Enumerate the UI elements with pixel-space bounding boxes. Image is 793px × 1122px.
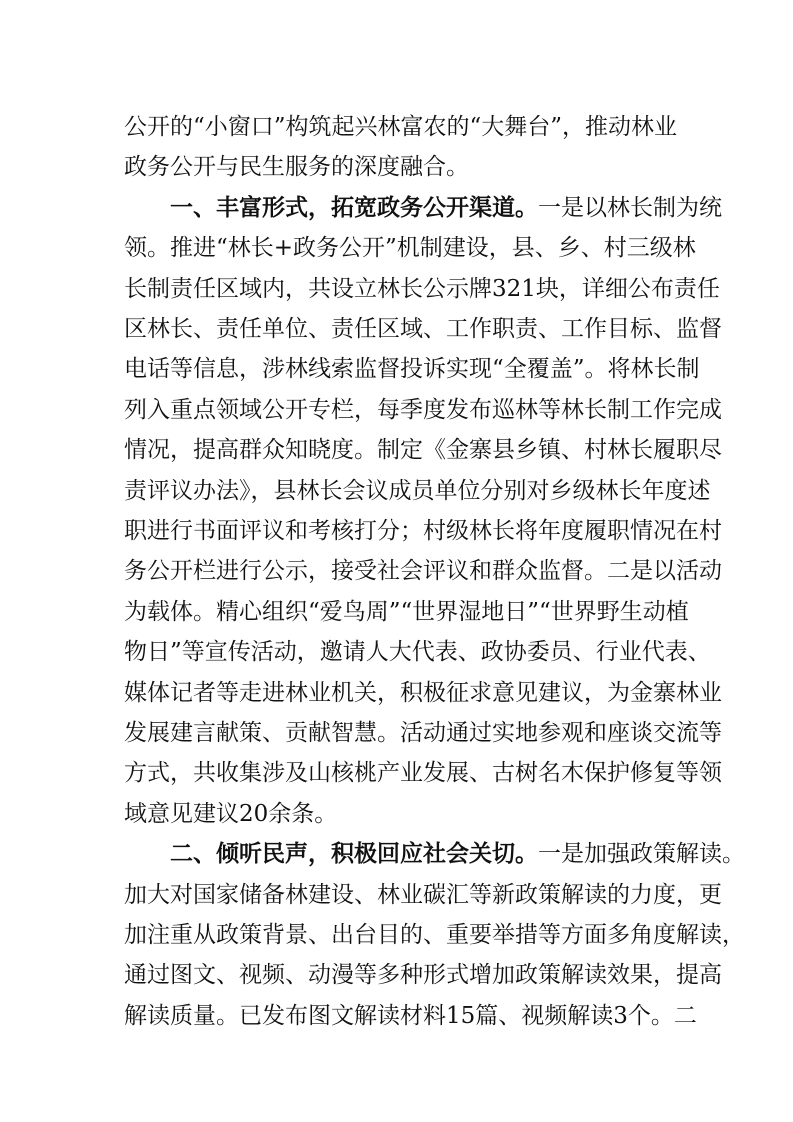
text-segment: 长制责任区域内，共设立林长公示牌321块，详细公布责任: [124, 275, 720, 302]
text-segment: 为载体。: [124, 598, 216, 625]
text-line: [124, 996, 697, 1036]
text-segment: 物日”等宣传活动，邀请人大代表、政协委员、行业代表、: [124, 639, 711, 666]
text-line: [170, 834, 745, 874]
text-segment: 务公开栏进行公示，接受社会评议和群众监督。: [124, 558, 607, 585]
text-segment: 一是加强政策解读。: [538, 841, 745, 868]
text-segment: 职进行书面评议和考核打分；村级林长将年度履职情况在村: [124, 518, 722, 544]
text-segment: 发展建言献策、贡献智慧。活动通过实地参观和座谈交流等: [124, 720, 722, 746]
text-segment: 域意见建议20余条。: [124, 800, 338, 827]
text-segment: 精心组织“爱鸟周”“世界湿地日”“世界野生动植: [216, 598, 689, 625]
section-heading: 二、倾听民声，积极回应社会关切。: [170, 840, 538, 868]
text-line: [170, 188, 722, 228]
text-segment: 解读质量。已发布图文解读材料15篇、视频解读3个。: [124, 1002, 674, 1029]
text-line: [124, 713, 722, 753]
text-line: [124, 349, 700, 389]
text-segment: 领。: [124, 235, 170, 262]
text-line: [124, 107, 678, 147]
text-segment: 加大对国家储备林建设、林业碳汇等新政策解读的力度，更: [124, 881, 722, 908]
section-heading: 一、丰富形式，拓宽政务公开渠道。: [170, 193, 538, 221]
text-line: [124, 147, 670, 187]
text-segment: 通过图文、视频、动漫等多种形式增加政策解读效果，提高: [124, 962, 722, 989]
text-line: [124, 592, 689, 632]
text-line: [124, 269, 720, 309]
text-segment: 情况，提高群众知晓度。制定《金寨县乡镇、村林长履职尽: [124, 437, 722, 464]
text-segment: 区林长、责任单位、责任区域、工作职责、工作目标、监督: [124, 316, 722, 342]
text-line: [124, 794, 670, 834]
text-segment: 公开的“小窗口”构筑起兴林富农的“大舞台”，推动林业: [124, 114, 678, 140]
text-segment: 二是以活动: [607, 558, 722, 585]
text-line: [124, 632, 711, 672]
text-line: [124, 753, 722, 793]
text-line: [124, 228, 696, 268]
text-line: [124, 511, 722, 551]
text-segment: 责评议办法》，县林长会议成员单位分别对乡级林长年度述: [124, 477, 711, 504]
text-line: [124, 309, 722, 349]
text-segment: 方式，共收集涉及山核桃产业发展、古树名木保护修复等领: [124, 760, 722, 787]
text-line: [124, 915, 745, 955]
text-line: [124, 551, 722, 591]
text-segment: 政务公开与民生服务的深度融合。: [124, 154, 469, 181]
text-line: [124, 673, 722, 713]
text-line: [124, 471, 711, 511]
text-line: [124, 430, 722, 470]
text-segment: 二: [673, 1002, 697, 1029]
text-segment: 媒体记者等走进林业机关，积极征求意见建议，为金寨林业: [124, 679, 722, 706]
text-segment: 电话等信息，涉林线索监督投诉实现“全覆盖”。将林长制: [124, 356, 700, 383]
text-segment: 推进“林长+政务公开”机制建设，县、乡、村三级林: [170, 235, 696, 262]
text-line: [124, 955, 722, 995]
text-segment: 一是以林长制为统: [538, 194, 722, 221]
text-segment: 加注重从政策背景、出台目的、重要举措等方面多角度解读，: [124, 922, 745, 948]
text-segment: 列入重点领域公开专栏，每季度发布巡林等林长制工作完成: [124, 396, 722, 423]
text-line: [124, 390, 722, 430]
text-line: [124, 875, 722, 915]
